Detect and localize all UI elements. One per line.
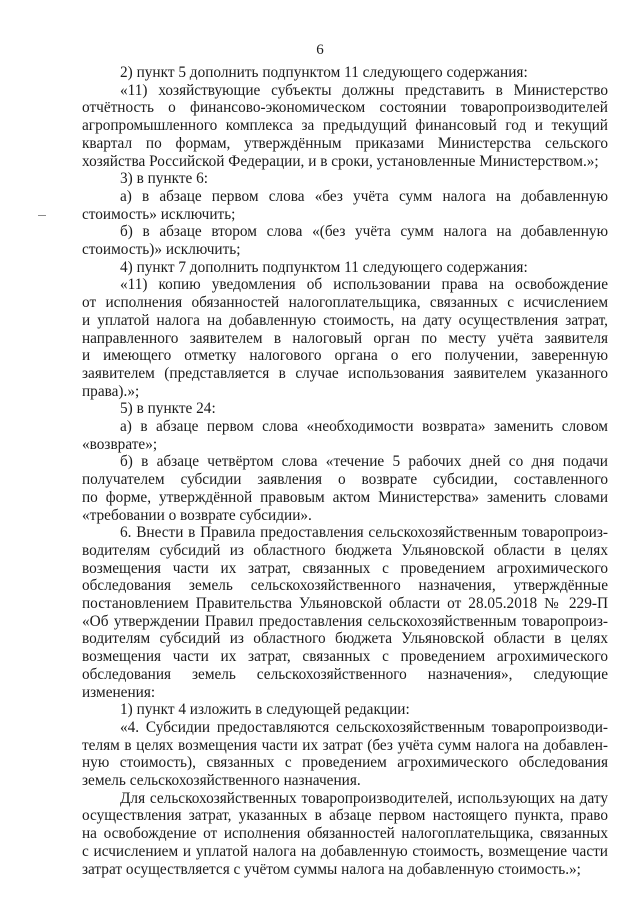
text-line: на освобождение от исполнения обязанностей налогоплательщика, связанных <box>82 825 608 843</box>
text-line: агропромышленного комплекса за предыдущий финансовый год и текущий <box>82 117 608 135</box>
text-line: 4) пункт 7 дополнить подпунктом 11 следующего содержания: <box>120 258 528 276</box>
text-line: от исполнения обязанностей налогоплательщика, связанных с исчислением <box>82 294 608 312</box>
text-line: «11) копию уведомления об использовании права на освобождение <box>120 276 608 294</box>
text-line: направленного заявителем в налоговый орган по месту учёта заявителя <box>82 329 608 347</box>
text-line: заявителем (представляется в случае использования заявителем указанного <box>82 364 608 382</box>
text-line: затрат осуществляется с учётом суммы налога на добавленную стоимость.»; <box>82 860 581 878</box>
text-line: 2) пункт 5 дополнить подпунктом 11 следующего содержания: <box>120 64 528 81</box>
text-line: обследования земель сельскохозяйственного назначения, утверждённые <box>82 577 608 595</box>
text-line: получателем субсидии заявления о возврате субсидии, составленного <box>82 471 608 489</box>
text-line: «Об утверждении Правил предоставления сельскохозяйственным товаропроиз- <box>82 612 608 630</box>
text-line: водителям субсидий из областного бюджета Ульяновской области в целях <box>82 541 608 559</box>
text-line: водителям субсидий из областного бюджета Ульяновской области в целях <box>82 630 608 648</box>
text-line: а) в абзаце первом слова «необходимости возврата» заменить словом <box>120 418 608 435</box>
text-line: возмещения части их затрат, связанных с проведением агрохимического <box>82 559 608 577</box>
text-line: возмещения части их затрат, связанных с проведением агрохимического <box>82 648 608 666</box>
text-line: ную стоимость), связанных с проведением агрохимического обследования <box>82 754 608 772</box>
text-line: постановлением Правительства Ульяновской области от 28.05.2018 № 229-П <box>82 595 608 612</box>
text-line: и уплатой налога на добавленную стоимость, на дату осуществления затрат, <box>82 311 608 329</box>
text-line: и имеющего отметку налогового органа о его получении, заверенную <box>82 347 608 365</box>
text-line: б) в абзаце четвёртом слова «течение 5 рабочих дней со дня подачи <box>120 453 608 471</box>
text-line: изменения: <box>82 683 156 701</box>
text-line: «4. Субсидии предоставляются сельскохозяйственным товаропроизводи- <box>120 718 608 736</box>
text-line: с исчислением и уплатой налога на добавленную стоимость, возмещение части <box>82 842 608 860</box>
text-line: обследования земель сельскохозяйственного назначения», следующие <box>82 665 608 683</box>
text-line: по форме, утверждённой правовым актом Министерства» заменить словами <box>82 488 608 506</box>
text-line: стоимость)» исключить; <box>82 241 241 258</box>
text-line: земель сельскохозяйственного назначения. <box>82 772 361 789</box>
text-line: стоимость» исключить; <box>82 205 236 223</box>
text-line: телям в целях возмещения части их затрат (без учёта сумм налога на добавлен- <box>82 736 608 754</box>
text-line: права).»; <box>82 382 140 400</box>
text-line: «11) хозяйствующие субъекты должны представить в Министерство <box>120 81 608 99</box>
text-line: Для сельскохозяйственных товаропроизводителей, использующих на дату <box>120 789 608 807</box>
text-line: 1) пункт 4 изложить в следующей редакции: <box>120 701 410 719</box>
page-number: 6 <box>316 42 324 58</box>
text-line: хозяйства Российской Федерации, и в сроки, установленные Министерством.»; <box>82 152 599 170</box>
text-line: отчётность о финансово-экономическом состоянии товаропроизводителей <box>82 99 608 117</box>
text-line: «требовании о возврате субсидии». <box>82 506 312 524</box>
margin-mark <box>38 215 46 216</box>
text-line: осуществления затрат, указанных в абзаце первом настоящего пункта, право <box>82 807 608 825</box>
text-line: б) в абзаце втором слова «(без учёта сумм налога на добавленную <box>120 223 608 241</box>
text-line: квартал по формам, утверждённым приказами Министерства сельского <box>82 134 608 152</box>
text-line: 6. Внести в Правила предоставления сельскохозяйственным товаропроиз- <box>120 524 608 542</box>
text-line: «возврате»; <box>82 435 158 453</box>
text-line: 5) в пункте 24: <box>120 400 216 418</box>
text-line: а) в абзаце первом слова «без учёта сумм налога на добавленную <box>120 187 608 205</box>
text-line: 3) в пункте 6: <box>120 170 209 188</box>
